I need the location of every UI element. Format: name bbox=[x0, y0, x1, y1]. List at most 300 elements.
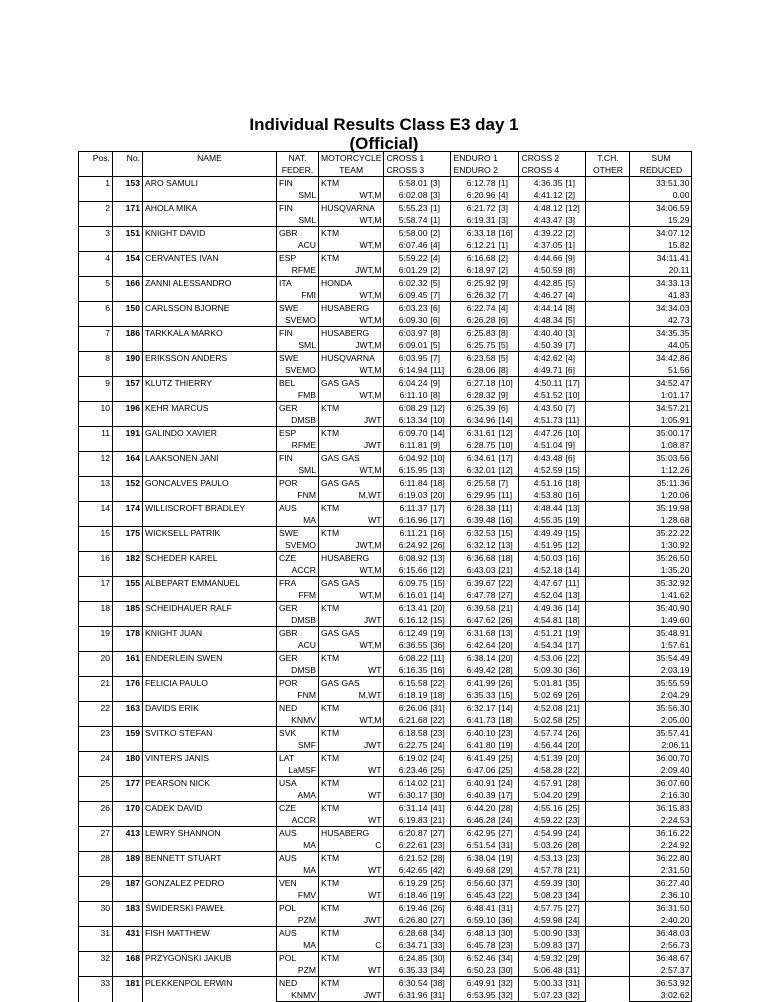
enduro2-rank: [6] bbox=[498, 315, 509, 325]
cross3-time: 5:58.74 bbox=[398, 215, 428, 225]
row-team: WT,M bbox=[319, 564, 384, 577]
header-pos: Pos. bbox=[79, 152, 113, 177]
table-row bbox=[79, 752, 692, 765]
row-rider-name: CARLSSON BJORNE bbox=[143, 302, 277, 327]
enduro2-time: 6:32.01 bbox=[466, 465, 496, 475]
enduro2-rank: [5] bbox=[498, 340, 509, 350]
cross3-rank: [23] bbox=[430, 840, 445, 850]
enduro1-time: 6:33.18 bbox=[466, 228, 496, 238]
cross3-time: 6:09.01 bbox=[398, 340, 428, 350]
row-nation: CZE bbox=[277, 802, 319, 815]
cross3-rank: [5] bbox=[430, 340, 441, 350]
cross2-time: 4:59.32 bbox=[533, 953, 563, 963]
row-motorcycle: KTM bbox=[319, 752, 384, 765]
cross2-time: 4:51.16 bbox=[533, 478, 563, 488]
cross2-time: 5:01.81 bbox=[533, 678, 563, 688]
row-enduro2 bbox=[451, 289, 519, 302]
row-cross1 bbox=[384, 802, 451, 815]
cross4-time: 5:04.20 bbox=[533, 790, 563, 800]
enduro2-time: 6:25.75 bbox=[466, 340, 496, 350]
row-federation: ACCR bbox=[277, 814, 319, 827]
cross4-time: 4:57.78 bbox=[533, 865, 563, 875]
cross2-rank: [33] bbox=[565, 928, 580, 938]
row-enduro1 bbox=[451, 702, 519, 715]
row-rider-name: ENDERLEIN SWEN bbox=[143, 652, 277, 677]
row-enduro2 bbox=[451, 764, 519, 777]
enduro2-rank: [10] bbox=[498, 440, 513, 450]
row-enduro2 bbox=[451, 814, 519, 827]
table-row bbox=[79, 652, 692, 665]
cross4-time: 4:51.95 bbox=[533, 540, 563, 550]
cross2-time: 4:48.12 bbox=[533, 203, 563, 213]
cross4-time: 5:09.30 bbox=[533, 665, 563, 675]
cross4-rank: [10] bbox=[565, 390, 580, 400]
cross2-time: 4:53.13 bbox=[533, 853, 563, 863]
row-enduro1 bbox=[451, 352, 519, 365]
row-tch-other bbox=[586, 252, 630, 277]
cross3-rank: [3] bbox=[430, 190, 441, 200]
header-motorcycle: MOTORCYCLE bbox=[319, 152, 384, 165]
enduro2-time: 6:47.62 bbox=[466, 615, 496, 625]
table-row bbox=[79, 952, 692, 965]
enduro1-time: 6:48.13 bbox=[466, 928, 496, 938]
row-reduced: 51.56 bbox=[630, 364, 692, 377]
row-tch-other bbox=[586, 352, 630, 377]
enduro1-time: 6:16.68 bbox=[466, 253, 496, 263]
row-nation: AUS bbox=[277, 502, 319, 515]
row-tch-other bbox=[586, 202, 630, 227]
enduro1-rank: [18] bbox=[498, 553, 513, 563]
row-federation: FNM bbox=[277, 689, 319, 702]
cross3-time: 6:35.33 bbox=[398, 965, 428, 975]
row-federation: KNMV bbox=[277, 714, 319, 727]
row-rider-name: KLUTZ THIERRY bbox=[143, 377, 277, 402]
header-team: TEAM bbox=[319, 164, 384, 177]
row-cross1 bbox=[384, 552, 451, 565]
cross4-time: 4:54.81 bbox=[533, 615, 563, 625]
row-motorcycle: KTM bbox=[319, 877, 384, 890]
row-number: 155 bbox=[113, 577, 143, 602]
row-cross3 bbox=[384, 364, 451, 377]
row-enduro1 bbox=[451, 677, 519, 690]
row-motorcycle: HUSQVARNA bbox=[319, 202, 384, 215]
cross1-rank: [8] bbox=[430, 328, 441, 338]
row-cross3 bbox=[384, 489, 451, 502]
cross4-rank: [5] bbox=[565, 315, 576, 325]
table-row bbox=[79, 627, 692, 640]
row-federation: LaMSF bbox=[277, 764, 319, 777]
row-enduro2 bbox=[451, 964, 519, 977]
cross3-rank: [13] bbox=[430, 465, 445, 475]
row-federation: SML bbox=[277, 189, 319, 202]
row-number: 180 bbox=[113, 752, 143, 777]
cross1-time: 6:03.95 bbox=[398, 353, 428, 363]
cross2-rank: [14] bbox=[565, 603, 580, 613]
row-tch-other bbox=[586, 827, 630, 852]
row-motorcycle: KTM bbox=[319, 427, 384, 440]
row-enduro2 bbox=[451, 439, 519, 452]
cross4-time: 5:09.83 bbox=[533, 940, 563, 950]
row-rider-name: WILLISCROFT BRADLEY bbox=[143, 502, 277, 527]
row-number: 159 bbox=[113, 727, 143, 752]
cross4-rank: [3] bbox=[565, 215, 576, 225]
row-cross2 bbox=[519, 877, 586, 890]
cross1-time: 6:08.92 bbox=[398, 553, 428, 563]
cross2-rank: [28] bbox=[565, 778, 580, 788]
cross3-rank: [21] bbox=[430, 815, 445, 825]
cross2-rank: [6] bbox=[565, 453, 576, 463]
row-enduro2 bbox=[451, 889, 519, 902]
table-row bbox=[79, 927, 692, 940]
row-federation: FMB bbox=[277, 389, 319, 402]
row-rider-name: SVITKO STEFAN bbox=[143, 727, 277, 752]
cross2-rank: [22] bbox=[565, 653, 580, 663]
row-federation: ACU bbox=[277, 239, 319, 252]
cross2-rank: [8] bbox=[565, 303, 576, 313]
enduro1-rank: [1] bbox=[498, 178, 509, 188]
row-nation: ITA bbox=[277, 277, 319, 290]
row-team: JWT bbox=[319, 439, 384, 452]
header-tch: T.CH. bbox=[586, 152, 630, 165]
enduro2-time: 6:51.54 bbox=[466, 840, 496, 850]
cross3-time: 6:24.92 bbox=[398, 540, 428, 550]
row-motorcycle: KTM bbox=[319, 702, 384, 715]
table-row bbox=[79, 252, 692, 265]
row-motorcycle: GAS GAS bbox=[319, 377, 384, 390]
row-cross3 bbox=[384, 689, 451, 702]
row-nation: GER bbox=[277, 402, 319, 415]
enduro2-time: 6:40.39 bbox=[466, 790, 496, 800]
cross1-time: 6:04.24 bbox=[398, 378, 428, 388]
row-nation: USA bbox=[277, 777, 319, 790]
row-cross4 bbox=[519, 289, 586, 302]
row-federation: FFM bbox=[277, 589, 319, 602]
row-federation: SVEMO bbox=[277, 314, 319, 327]
cross2-time: 4:40.40 bbox=[533, 328, 563, 338]
row-enduro1 bbox=[451, 227, 519, 240]
cross4-rank: [18] bbox=[565, 615, 580, 625]
row-rider-name: GONZALEZ PEDRO bbox=[143, 877, 277, 902]
row-sum: 36:22.80 bbox=[630, 852, 692, 865]
enduro1-time: 6:44.20 bbox=[466, 803, 496, 813]
cross4-time: 4:51.52 bbox=[533, 390, 563, 400]
cross3-time: 6:16.96 bbox=[398, 515, 428, 525]
row-rider-name: WICKSELL PATRIK bbox=[143, 527, 277, 552]
cross1-time: 6:18.58 bbox=[398, 728, 428, 738]
row-team: JWT,M bbox=[319, 339, 384, 352]
row-number: 168 bbox=[113, 952, 143, 977]
cross3-rank: [8] bbox=[430, 390, 441, 400]
row-cross4 bbox=[519, 489, 586, 502]
row-tch-other bbox=[586, 877, 630, 902]
row-cross3 bbox=[384, 964, 451, 977]
row-position: 7 bbox=[79, 327, 113, 352]
row-sum: 34:33.13 bbox=[630, 277, 692, 290]
row-sum: 36:16.22 bbox=[630, 827, 692, 840]
cross3-time: 6:36.55 bbox=[398, 640, 428, 650]
table-row bbox=[79, 227, 692, 240]
cross3-time: 6:15.66 bbox=[398, 565, 428, 575]
cross2-rank: [29] bbox=[565, 953, 580, 963]
cross2-rank: [1] bbox=[565, 178, 576, 188]
cross2-rank: [4] bbox=[565, 353, 576, 363]
row-team: WT,M bbox=[319, 364, 384, 377]
enduro1-time: 6:34.61 bbox=[466, 453, 496, 463]
row-cross4 bbox=[519, 664, 586, 677]
row-reduced: 2:40.20 bbox=[630, 914, 692, 927]
row-rider-name: VINTERS JANIS bbox=[143, 752, 277, 777]
enduro1-time: 6:38.04 bbox=[466, 853, 496, 863]
cross3-rank: [27] bbox=[430, 915, 445, 925]
enduro1-rank: [22] bbox=[498, 578, 513, 588]
row-cross1 bbox=[384, 502, 451, 515]
row-cross2 bbox=[519, 827, 586, 840]
row-federation: ACU bbox=[277, 639, 319, 652]
table-row bbox=[79, 277, 692, 290]
cross1-rank: [16] bbox=[430, 528, 445, 538]
row-reduced: 1:05.91 bbox=[630, 414, 692, 427]
row-number: 190 bbox=[113, 352, 143, 377]
row-cross4 bbox=[519, 689, 586, 702]
row-team: WT bbox=[319, 764, 384, 777]
row-cross3 bbox=[384, 639, 451, 652]
cross1-rank: [23] bbox=[430, 728, 445, 738]
enduro1-rank: [2] bbox=[498, 253, 509, 263]
cross3-time: 6:18.46 bbox=[398, 890, 428, 900]
cross3-rank: [7] bbox=[430, 290, 441, 300]
row-cross3 bbox=[384, 239, 451, 252]
row-cross2 bbox=[519, 227, 586, 240]
cross4-time: 4:58.28 bbox=[533, 765, 563, 775]
row-cross2 bbox=[519, 752, 586, 765]
row-team: WT,M bbox=[319, 714, 384, 727]
row-reduced: 2:06.11 bbox=[630, 739, 692, 752]
row-motorcycle: GAS GAS bbox=[319, 452, 384, 465]
enduro2-time: 6:41.73 bbox=[466, 715, 496, 725]
cross3-rank: [2] bbox=[430, 265, 441, 275]
row-sum: 34:42.86 bbox=[630, 352, 692, 365]
row-enduro1 bbox=[451, 552, 519, 565]
row-motorcycle: GAS GAS bbox=[319, 677, 384, 690]
row-nation: POR bbox=[277, 677, 319, 690]
cross2-time: 4:50.11 bbox=[534, 378, 563, 388]
row-position: 33 bbox=[79, 977, 113, 1002]
cross1-time: 6:31.14 bbox=[398, 803, 428, 813]
cross4-rank: [31] bbox=[565, 965, 580, 975]
row-enduro2 bbox=[451, 864, 519, 877]
cross1-time: 6:21.52 bbox=[398, 853, 428, 863]
row-enduro1 bbox=[451, 777, 519, 790]
enduro1-time: 6:27.18 bbox=[466, 378, 496, 388]
row-cross1 bbox=[384, 327, 451, 340]
enduro1-time: 6:49.91 bbox=[466, 978, 496, 988]
table-row bbox=[79, 302, 692, 315]
row-number: 152 bbox=[113, 477, 143, 502]
row-motorcycle: KTM bbox=[319, 177, 384, 190]
row-cross2 bbox=[519, 527, 586, 540]
enduro2-rank: [12] bbox=[498, 465, 513, 475]
enduro2-time: 6:26.32 bbox=[466, 290, 496, 300]
row-sum: 34:07.12 bbox=[630, 227, 692, 240]
row-federation: MA bbox=[277, 839, 319, 852]
row-reduced: 0.00 bbox=[630, 189, 692, 202]
cross2-time: 4:44.66 bbox=[533, 253, 563, 263]
row-nation: SWE bbox=[277, 302, 319, 315]
row-enduro2 bbox=[451, 789, 519, 802]
enduro1-rank: [30] bbox=[498, 928, 513, 938]
row-position: 28 bbox=[79, 852, 113, 877]
enduro1-time: 6:22.74 bbox=[466, 303, 496, 313]
row-federation: SVEMO bbox=[277, 364, 319, 377]
cross3-time: 6:31.96 bbox=[398, 990, 428, 1000]
enduro2-rank: [23] bbox=[498, 940, 513, 950]
row-cross1 bbox=[384, 227, 451, 240]
row-reduced: 2:57.37 bbox=[630, 964, 692, 977]
row-team: WT bbox=[319, 789, 384, 802]
cross1-rank: [1] bbox=[430, 203, 441, 213]
row-sum: 36:48.03 bbox=[630, 927, 692, 940]
enduro2-time: 6:49.42 bbox=[466, 665, 496, 675]
row-team: WT bbox=[319, 964, 384, 977]
cross4-time: 4:51.04 bbox=[533, 440, 563, 450]
row-motorcycle: KTM bbox=[319, 527, 384, 540]
cross2-rank: [9] bbox=[565, 253, 576, 263]
row-enduro1 bbox=[451, 452, 519, 465]
row-team: WT bbox=[319, 664, 384, 677]
row-reduced: 2:24.53 bbox=[630, 814, 692, 827]
cross3-rank: [42] bbox=[430, 865, 445, 875]
row-nation: NED bbox=[277, 702, 319, 715]
cross4-time: 4:59.98 bbox=[533, 915, 563, 925]
cross3-rank: [15] bbox=[430, 615, 445, 625]
row-enduro1 bbox=[451, 927, 519, 940]
enduro1-time: 6:23.58 bbox=[466, 353, 496, 363]
row-enduro1 bbox=[451, 877, 519, 890]
row-position: 26 bbox=[79, 802, 113, 827]
row-cross4 bbox=[519, 264, 586, 277]
row-enduro2 bbox=[451, 839, 519, 852]
row-cross1 bbox=[384, 627, 451, 640]
cross4-rank: [8] bbox=[565, 265, 576, 275]
table-row bbox=[79, 602, 692, 615]
row-nation: AUS bbox=[277, 827, 319, 840]
row-nation: FIN bbox=[277, 452, 319, 465]
row-cross1 bbox=[384, 752, 451, 765]
row-team: WT bbox=[319, 814, 384, 827]
table-row bbox=[79, 502, 692, 515]
enduro1-rank: [28] bbox=[498, 803, 513, 813]
row-tch-other bbox=[586, 602, 630, 627]
cross4-time: 4:50.59 bbox=[533, 265, 563, 275]
row-federation: SML bbox=[277, 339, 319, 352]
row-tch-other bbox=[586, 952, 630, 977]
row-sum: 36:00.70 bbox=[630, 752, 692, 765]
row-federation: PZM bbox=[277, 964, 319, 977]
cross1-time: 6:03.97 bbox=[398, 328, 428, 338]
enduro1-rank: [13] bbox=[498, 628, 513, 638]
cross4-rank: [17] bbox=[565, 640, 580, 650]
row-cross2 bbox=[519, 352, 586, 365]
row-reduced: 1:49.60 bbox=[630, 614, 692, 627]
row-cross1 bbox=[384, 277, 451, 290]
row-cross2 bbox=[519, 852, 586, 865]
table-row bbox=[79, 377, 692, 390]
row-nation: GER bbox=[277, 652, 319, 665]
cross3-rank: [18] bbox=[430, 690, 445, 700]
row-rider-name: TARKKALA MARKO bbox=[143, 327, 277, 352]
enduro1-rank: [6] bbox=[498, 403, 509, 413]
row-federation: RFME bbox=[277, 264, 319, 277]
row-enduro1 bbox=[451, 977, 519, 990]
row-number: 182 bbox=[113, 552, 143, 577]
header-enduro2: ENDURO 2 bbox=[451, 164, 519, 177]
row-motorcycle: HUSABERG bbox=[319, 827, 384, 840]
row-enduro1 bbox=[451, 402, 519, 415]
cross3-rank: [4] bbox=[430, 240, 441, 250]
row-cross1 bbox=[384, 902, 451, 915]
enduro1-rank: [15] bbox=[498, 528, 513, 538]
row-reduced: 1:12.26 bbox=[630, 464, 692, 477]
table-row bbox=[79, 852, 692, 865]
enduro1-rank: [17] bbox=[498, 453, 513, 463]
row-sum: 36:27.40 bbox=[630, 877, 692, 890]
row-enduro1 bbox=[451, 477, 519, 490]
page-title bbox=[0, 115, 768, 153]
row-reduced: 15.29 bbox=[630, 214, 692, 227]
cross1-time: 6:28.68 bbox=[398, 928, 428, 938]
cross4-rank: [32] bbox=[565, 990, 580, 1000]
row-cross2 bbox=[519, 577, 586, 590]
enduro2-time: 6:35.33 bbox=[466, 690, 496, 700]
row-motorcycle: KTM bbox=[319, 402, 384, 415]
cross1-time: 6:20.87 bbox=[398, 828, 428, 838]
cross4-rank: [12] bbox=[565, 540, 580, 550]
row-federation: KNMV bbox=[277, 989, 319, 1002]
cross4-time: 5:03.26 bbox=[533, 840, 563, 850]
row-reduced: 2:05.00 bbox=[630, 714, 692, 727]
cross1-time: 6:03.23 bbox=[398, 303, 428, 313]
enduro1-time: 6:25.92 bbox=[466, 278, 496, 288]
row-number: 431 bbox=[113, 927, 143, 952]
cross2-rank: [20] bbox=[565, 753, 580, 763]
row-sum: 35:22.22 bbox=[630, 527, 692, 540]
cross1-time: 6:09.70 bbox=[398, 428, 428, 438]
enduro2-time: 6:41.80 bbox=[466, 740, 496, 750]
enduro1-time: 6:42.95 bbox=[466, 828, 496, 838]
row-number: 186 bbox=[113, 327, 143, 352]
row-tch-other bbox=[586, 777, 630, 802]
row-sum: 36:31.50 bbox=[630, 902, 692, 915]
row-position: 32 bbox=[79, 952, 113, 977]
row-federation: MA bbox=[277, 939, 319, 952]
enduro2-rank: [4] bbox=[498, 190, 509, 200]
cross3-rank: [1] bbox=[430, 215, 441, 225]
enduro1-time: 6:28.38 bbox=[466, 503, 496, 513]
enduro1-rank: [27] bbox=[498, 828, 513, 838]
row-team: JWT bbox=[319, 989, 384, 1002]
enduro2-time: 6:43.03 bbox=[466, 565, 496, 575]
enduro2-rank: [7] bbox=[498, 290, 509, 300]
cross3-time: 6:16.01 bbox=[398, 590, 428, 600]
cross3-time: 6:18.19 bbox=[398, 690, 428, 700]
cross2-time: 4:44.14 bbox=[533, 303, 563, 313]
row-enduro2 bbox=[451, 464, 519, 477]
row-sum: 35:40.90 bbox=[630, 602, 692, 615]
enduro1-rank: [37] bbox=[498, 878, 513, 888]
row-reduced: 1:08.87 bbox=[630, 439, 692, 452]
cross2-time: 5:00.33 bbox=[533, 978, 563, 988]
row-enduro1 bbox=[451, 527, 519, 540]
